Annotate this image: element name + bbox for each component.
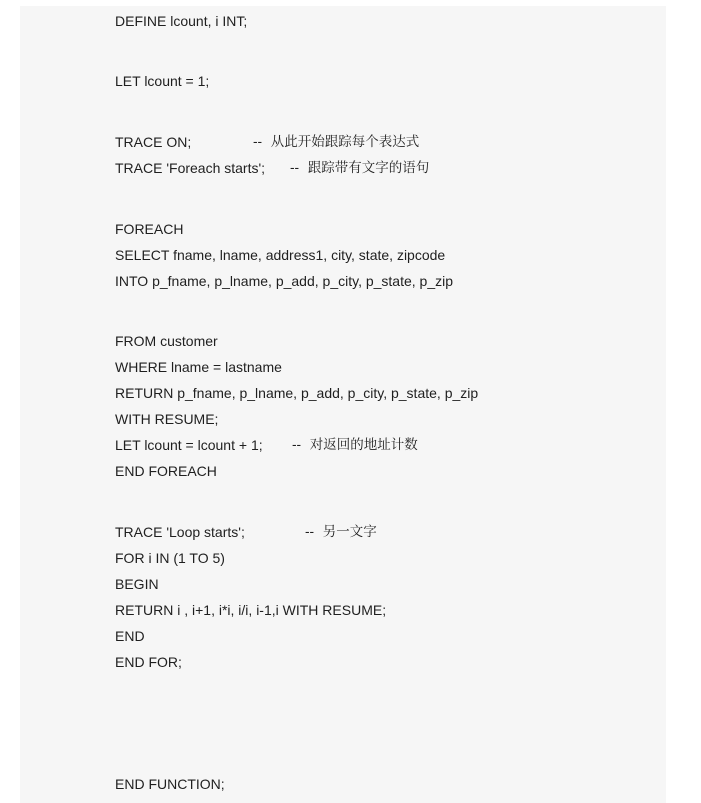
code-line: [115, 12, 247, 30]
code-text: TRACE ON;: [115, 134, 192, 150]
code-text: BEGIN: [115, 576, 159, 592]
code-text: SELECT fname, lname, address1, city, state, zipcode: [115, 247, 446, 263]
code-line: [115, 410, 218, 428]
code-text: FOREACH: [115, 221, 184, 237]
code-line: [115, 358, 282, 376]
code-line: [115, 436, 418, 454]
code-line: [115, 332, 218, 350]
code-comment: -- 另一文字: [305, 524, 377, 540]
code-text: TRACE 'Loop starts';: [115, 524, 245, 540]
code-text: FROM customer: [115, 333, 218, 349]
code-text: RETURN p_fname, p_lname, p_add, p_city, p_state, p_zip: [115, 385, 479, 401]
code-line: [115, 549, 225, 567]
code-text: END FUNCTION;: [115, 776, 225, 792]
code-line: [115, 601, 386, 619]
code-line: [115, 159, 430, 177]
code-line: [115, 246, 445, 264]
code-line: [115, 384, 478, 402]
code-text: TRACE 'Foreach starts';: [115, 160, 266, 176]
code-text: LET lcount = 1;: [115, 73, 210, 89]
code-text: INTO p_fname, p_lname, p_add, p_city, p_state, p_zip: [115, 273, 454, 289]
code-line: [115, 462, 217, 480]
code-line: [115, 272, 453, 290]
code-line: [115, 775, 225, 793]
code-text: WHERE lname = lastname: [115, 359, 282, 375]
code-text: DEFINE lcount, i INT;: [115, 13, 248, 29]
code-comment: -- 对返回的地址计数: [292, 437, 418, 453]
code-line: [115, 220, 183, 238]
code-comment: -- 跟踪带有文字的语句: [290, 160, 430, 176]
code-line: [115, 72, 209, 90]
code-text: FOR i IN (1 TO 5): [115, 550, 225, 566]
code-text: END FOREACH: [115, 463, 217, 479]
code-line: [115, 523, 377, 541]
code-line: [115, 575, 159, 593]
code-line: [115, 653, 182, 671]
code-line: [115, 627, 145, 645]
code-text: END FOR;: [115, 654, 182, 670]
code-text: RETURN i , i+1, i*i, i/i, i-1,i WITH RESUME;: [115, 602, 387, 618]
code-text: WITH RESUME;: [115, 411, 219, 427]
code-block: [20, 6, 666, 803]
code-text: LET lcount = lcount + 1;: [115, 437, 263, 453]
code-line: [115, 133, 420, 151]
code-comment: -- 从此开始跟踪每个表达式: [253, 134, 420, 150]
code-text: END: [115, 628, 145, 644]
